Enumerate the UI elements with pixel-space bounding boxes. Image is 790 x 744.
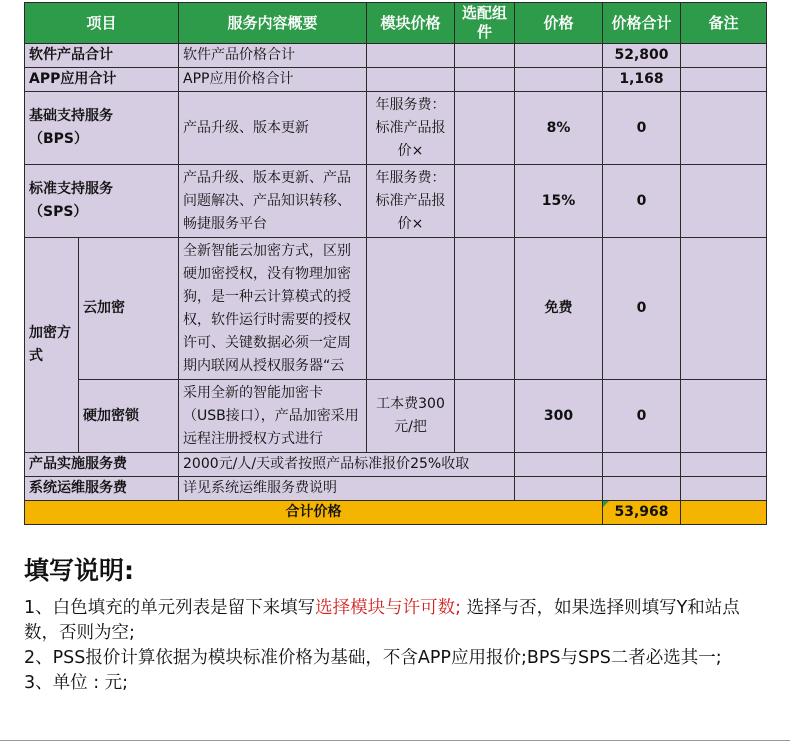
row-ops bbox=[25, 477, 767, 501]
row-software bbox=[25, 44, 767, 68]
sps-module-price: 年服务费：标准产品报价× bbox=[367, 165, 455, 238]
app-subtotal: 1,168 bbox=[603, 68, 681, 92]
row-sps bbox=[25, 165, 767, 238]
bps-label bbox=[25, 92, 179, 165]
implementation-subtotal bbox=[603, 453, 681, 477]
row-bps bbox=[25, 92, 767, 165]
implementation-label: 产品实施服务费 bbox=[25, 453, 179, 477]
ops-label: 系统运维服务费 bbox=[25, 477, 179, 501]
app-module-price[interactable] bbox=[367, 68, 455, 92]
header-subtotal: 价格合计 bbox=[603, 3, 681, 44]
ops-subtotal bbox=[603, 477, 681, 501]
notes-line1 bbox=[24, 596, 774, 646]
bottom-divider bbox=[0, 740, 790, 741]
app-label: APP应用合计 bbox=[25, 68, 179, 92]
notes-line3: 3、单位 : 元; bbox=[24, 673, 129, 693]
hardware-label: 硬加密锁 bbox=[79, 380, 179, 453]
ops-price bbox=[515, 477, 603, 501]
hardware-price: 300 bbox=[515, 380, 603, 453]
header-module-price: 模块价格 bbox=[367, 3, 455, 44]
sps-label-line1: 标准支持服务 bbox=[29, 181, 113, 197]
implementation-remark[interactable] bbox=[681, 453, 767, 477]
row-hardware-encrypt bbox=[25, 380, 767, 453]
header-price: 价格 bbox=[515, 3, 603, 44]
bps-remark[interactable] bbox=[681, 92, 767, 165]
app-select[interactable] bbox=[455, 68, 515, 92]
software-select[interactable] bbox=[455, 44, 515, 68]
notes-title: 填写说明: bbox=[24, 556, 134, 585]
cloud-module-price[interactable] bbox=[367, 238, 455, 380]
header-row bbox=[25, 3, 767, 44]
hardware-select[interactable] bbox=[455, 380, 515, 453]
bps-subtotal: 0 bbox=[603, 92, 681, 165]
header-remark: 备注 bbox=[681, 3, 767, 44]
bps-price: 8% bbox=[515, 92, 603, 165]
software-price bbox=[515, 44, 603, 68]
total-label: 合计价格 bbox=[25, 501, 603, 525]
software-label: 软件产品合计 bbox=[25, 44, 179, 68]
hardware-desc: 采用全新的智能加密卡（USB接口），产品加密采用远程注册授权方式进行 bbox=[179, 380, 367, 453]
row-implementation bbox=[25, 453, 767, 477]
sps-label bbox=[25, 165, 179, 238]
bps-label-line1: 基础支持服务 bbox=[29, 108, 113, 124]
sps-select[interactable] bbox=[455, 165, 515, 238]
total-value bbox=[603, 501, 681, 525]
app-price bbox=[515, 68, 603, 92]
cloud-price: 免费 bbox=[515, 238, 603, 380]
app-desc: APP应用价格合计 bbox=[179, 68, 367, 92]
cloud-subtotal: 0 bbox=[603, 238, 681, 380]
row-cloud-encrypt bbox=[25, 238, 767, 380]
bps-label-line2: （BPS） bbox=[29, 131, 89, 147]
quote-table bbox=[24, 2, 767, 525]
notes-line2: 2、PSS报价计算依据为模块标准价格为基础，不含APP应用报价;BPS与SPS二者必选其一; bbox=[24, 648, 722, 668]
bps-select[interactable] bbox=[455, 92, 515, 165]
app-remark[interactable] bbox=[681, 68, 767, 92]
encrypt-group-label: 加密方式 bbox=[25, 238, 79, 453]
sps-remark[interactable] bbox=[681, 165, 767, 238]
notes-line1-red: 选择模块与许可数; bbox=[315, 598, 462, 618]
header-select: 选配组件 bbox=[455, 3, 515, 44]
ops-remark[interactable] bbox=[681, 477, 767, 501]
header-item: 项目 bbox=[25, 3, 179, 44]
cloud-desc: 全新智能云加密方式，区别硬加密授权，没有物理加密狗，是一种云计算模式的授权，软件运行时需要的授权许可、关键数据必须一定周期内联网从授权服务器“云 bbox=[179, 238, 367, 380]
notes-section bbox=[24, 554, 774, 696]
cloud-select[interactable] bbox=[455, 238, 515, 380]
notes-line1-a: 1、白色填充的单元列表是留下来填写 bbox=[24, 598, 316, 618]
row-app bbox=[25, 68, 767, 92]
sps-label-line2: （SPS） bbox=[29, 204, 88, 220]
notes-line1-b: 选择与否，如果选择则填写Y和站点数，否则为空; bbox=[24, 598, 740, 643]
row-total bbox=[25, 501, 767, 525]
header-service: 服务内容概要 bbox=[179, 3, 367, 44]
implementation-price bbox=[515, 453, 603, 477]
sps-subtotal: 0 bbox=[603, 165, 681, 238]
bps-desc: 产品升级、版本更新 bbox=[179, 92, 367, 165]
hardware-module-price: 工本费300元/把 bbox=[367, 380, 455, 453]
total-value-text: 53,968 bbox=[614, 504, 669, 520]
software-module-price[interactable] bbox=[367, 44, 455, 68]
software-subtotal: 52,800 bbox=[603, 44, 681, 68]
software-desc: 软件产品价格合计 bbox=[179, 44, 367, 68]
bps-module-price: 年服务费：标准产品报价× bbox=[367, 92, 455, 165]
cloud-remark[interactable] bbox=[681, 238, 767, 380]
sps-price: 15% bbox=[515, 165, 603, 238]
hardware-subtotal: 0 bbox=[603, 380, 681, 453]
cloud-label: 云加密 bbox=[79, 238, 179, 380]
ops-desc: 详见系统运维服务费说明 bbox=[179, 477, 515, 501]
total-remark bbox=[681, 501, 767, 525]
sps-desc: 产品升级、版本更新、产品问题解决、产品知识转移、畅捷服务平台 bbox=[179, 165, 367, 238]
implementation-desc: 2000元/人/天或者按照产品标准报价25%收取 bbox=[179, 453, 515, 477]
software-remark[interactable] bbox=[681, 44, 767, 68]
formula-marker-icon bbox=[603, 501, 609, 507]
hardware-remark[interactable] bbox=[681, 380, 767, 453]
